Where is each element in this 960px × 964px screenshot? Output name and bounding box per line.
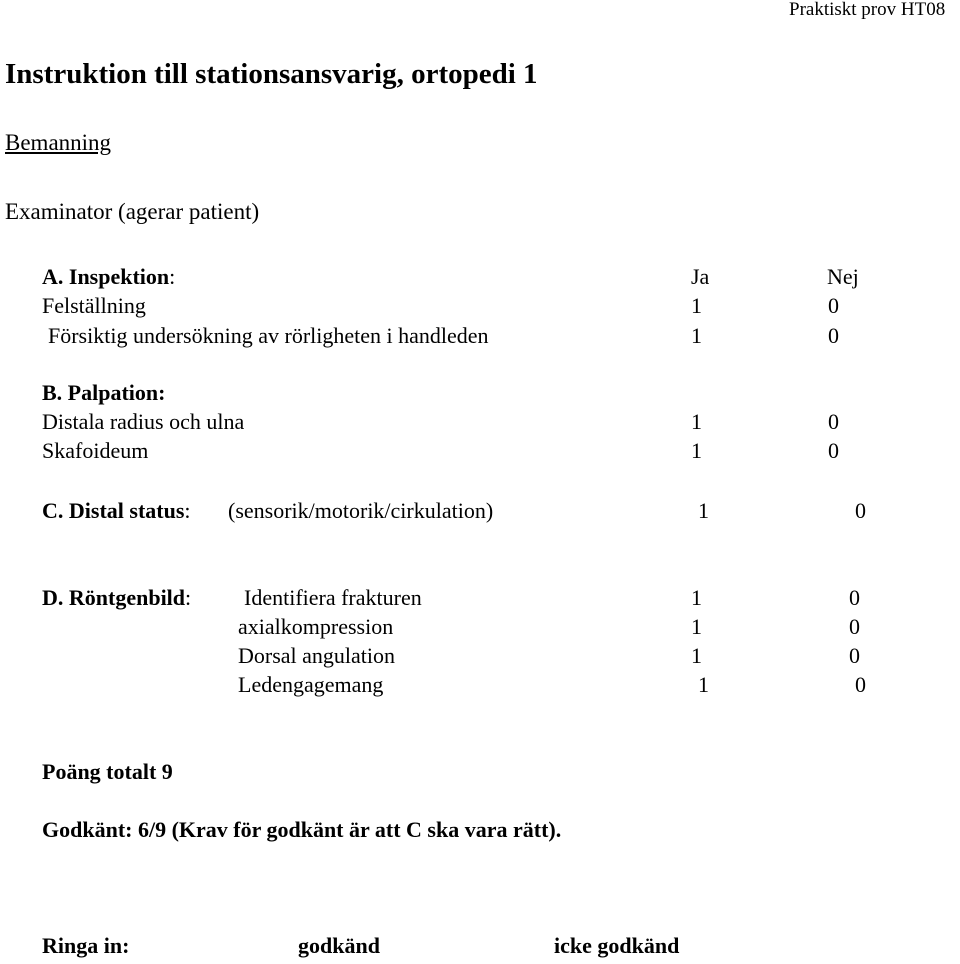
section-d-row-no: 0	[849, 585, 860, 610]
section-d-row-label: Ledengagemang	[238, 672, 384, 697]
section-d-row-no: 0	[849, 614, 860, 639]
section-c-no: 0	[855, 498, 866, 523]
section-a-row-no: 0	[828, 293, 839, 318]
pass-requirement: Godkänt: 6/9 (Krav för godkänt är att C ska vara rätt).	[42, 817, 562, 842]
section-d-row-yes: 1	[691, 614, 702, 639]
section-d-row-label: Dorsal angulation	[238, 643, 396, 668]
section-a-heading-line	[42, 266, 175, 288]
section-b-row-yes: 1	[691, 438, 702, 463]
section-d-row-yes: 1	[698, 672, 709, 697]
section-b-heading: B. Palpation:	[42, 380, 166, 405]
section-d-row-label: Identifiera frakturen	[244, 585, 422, 610]
option-pass: godkänd	[298, 933, 380, 958]
staffing-heading: Bemanning	[5, 130, 112, 155]
section-b-row-yes: 1	[691, 409, 702, 434]
section-b-row-label: Skafoideum	[42, 438, 149, 463]
section-b-row-no: 0	[828, 438, 839, 463]
section-a-row-label: Försiktig undersökning av rörligheten i handleden	[48, 323, 489, 348]
section-b-row-no: 0	[828, 409, 839, 434]
section-a-row-yes: 1	[691, 323, 702, 348]
section-d-row-no: 0	[849, 643, 860, 668]
section-d-row-no: 0	[855, 672, 866, 697]
section-b-row-label: Distala radius och ulna	[42, 409, 245, 434]
section-d-colon: :	[185, 585, 192, 610]
section-d-row-label: axialkompression	[238, 614, 394, 639]
section-d-row-yes: 1	[691, 643, 702, 668]
total-points: Poäng totalt 9	[42, 759, 173, 784]
section-c-heading: C. Distal status	[42, 498, 185, 523]
column-no-header: Nej	[827, 264, 859, 289]
section-a-row-yes: 1	[691, 293, 702, 318]
column-yes-header: Ja	[691, 264, 710, 289]
section-c-yes: 1	[698, 498, 709, 523]
section-a-row-no: 0	[828, 323, 839, 348]
section-a-heading: A. Inspektion	[42, 264, 170, 289]
section-d-row-yes: 1	[691, 585, 702, 610]
circle-label: Ringa in:	[42, 933, 130, 958]
section-d-heading-line	[42, 587, 191, 609]
page-title: Instruktion till stationsansvarig, ortopedi 1	[5, 58, 538, 90]
option-fail: icke godkänd	[554, 933, 680, 958]
section-c-heading-line	[42, 500, 191, 522]
section-c-colon: :	[184, 498, 191, 523]
course-label: Praktiskt prov HT08	[789, 0, 946, 20]
examiner-line: Examinator (agerar patient)	[5, 199, 260, 224]
section-a-colon: :	[169, 264, 176, 289]
section-d-heading: D. Röntgenbild	[42, 585, 186, 610]
section-a-row-label: Felställning	[42, 293, 146, 318]
section-c-description: (sensorik/motorik/cirkulation)	[228, 498, 494, 523]
